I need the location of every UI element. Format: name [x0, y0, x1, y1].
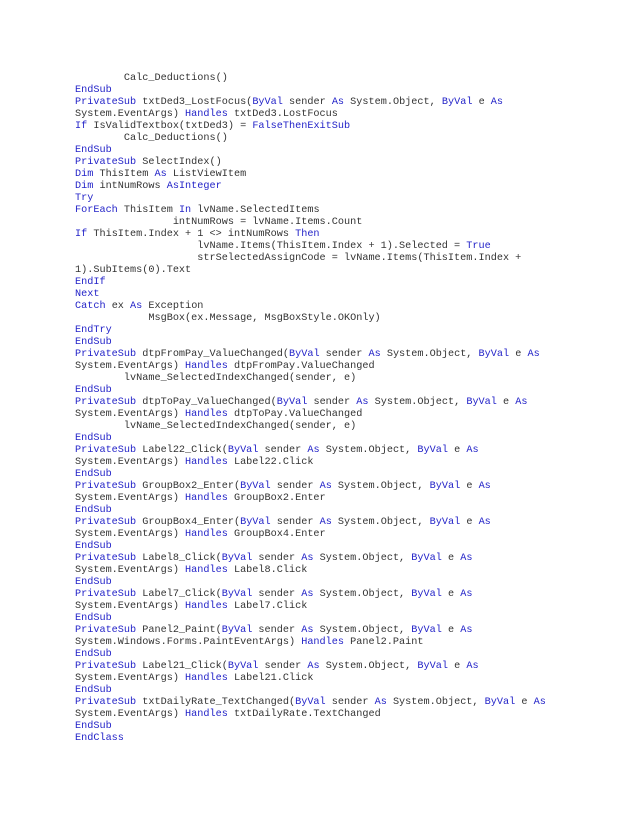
- code-text: sender: [319, 349, 369, 360]
- code-text: Exception: [142, 301, 204, 312]
- code-text: System.Object,: [313, 589, 412, 600]
- code-text: e: [496, 397, 516, 408]
- code-line: [75, 613, 565, 625]
- code-text: MsgBox(ex.Message, MsgBoxStyle.OKOnly): [75, 313, 381, 324]
- code-line: [75, 121, 565, 133]
- code-keyword: As: [331, 97, 345, 108]
- code-keyword: ByVal: [240, 481, 271, 492]
- code-keyword: ByVal: [221, 625, 253, 636]
- code-keyword: As: [466, 445, 479, 456]
- code-keyword: EndSub: [75, 337, 112, 348]
- code-line: [75, 661, 565, 673]
- code-keyword: ByVal: [441, 97, 473, 108]
- code-line: [75, 277, 565, 289]
- code-text: txtDed3_LostFocus(: [136, 97, 253, 108]
- code-line: [75, 349, 565, 361]
- code-text: System.Windows.Forms.PaintEventArgs): [75, 637, 302, 648]
- code-text: System.EventArgs): [75, 565, 186, 576]
- code-text: Label7_Click(: [136, 589, 222, 600]
- code-line: [75, 385, 565, 397]
- code-keyword: EndSub: [75, 649, 112, 660]
- code-keyword: Dim: [75, 169, 94, 180]
- code-line: [75, 97, 565, 109]
- code-keyword: Handles: [185, 493, 228, 504]
- code-line: [75, 109, 565, 121]
- code-keyword: ByVal: [484, 697, 516, 708]
- code-line: [75, 517, 565, 529]
- code-text: System.Object,: [380, 349, 479, 360]
- code-line: [75, 625, 565, 637]
- code-text: GroupBox4.Enter: [227, 529, 326, 540]
- code-keyword: EndSub: [75, 577, 112, 588]
- code-keyword: As: [307, 445, 320, 456]
- code-text: System.EventArgs): [75, 493, 186, 504]
- code-keyword: PrivateSub: [75, 517, 137, 528]
- code-text: e: [472, 97, 491, 108]
- code-text: sender: [258, 445, 308, 456]
- code-keyword: ByVal: [417, 445, 448, 456]
- code-keyword: PrivateSub: [75, 157, 137, 168]
- code-line: [75, 409, 565, 421]
- code-keyword: As: [301, 553, 314, 564]
- code-keyword: EndSub: [75, 541, 112, 552]
- code-line: [75, 421, 565, 433]
- code-line: [75, 241, 565, 253]
- code-line: [75, 577, 565, 589]
- code-text: e: [509, 349, 528, 360]
- code-text: Panel2.Paint: [344, 637, 424, 648]
- code-keyword: ByVal: [295, 697, 326, 708]
- code-keyword: EndSub: [75, 145, 112, 156]
- code-text: System.EventArgs): [75, 109, 186, 120]
- code-line: [75, 145, 565, 157]
- code-text: lvName.SelectedItems: [191, 205, 320, 216]
- code-keyword: As: [527, 349, 540, 360]
- code-line: [75, 337, 565, 349]
- code-text: e: [441, 553, 461, 564]
- code-keyword: Handles: [185, 709, 228, 720]
- code-keyword: As: [301, 589, 314, 600]
- code-text: Label21_Click(: [136, 661, 228, 672]
- code-line: [75, 553, 565, 565]
- code-text: GroupBox2.Enter: [227, 493, 326, 504]
- code-keyword: As: [130, 301, 143, 312]
- code-keyword: Handles: [185, 361, 228, 372]
- code-text: sender: [258, 661, 308, 672]
- code-line: [75, 445, 565, 457]
- code-text: ThisItem: [93, 169, 155, 180]
- code-line: [75, 133, 565, 145]
- code-keyword: PrivateSub: [75, 661, 137, 672]
- code-keyword: ByVal: [252, 97, 283, 108]
- code-keyword: As: [478, 481, 491, 492]
- code-keyword: EndSub: [75, 85, 112, 96]
- code-keyword: As: [319, 517, 332, 528]
- code-text: IsValidTextbox(txtDed3) =: [87, 121, 253, 132]
- code-line: [75, 481, 565, 493]
- code-text: System.EventArgs): [75, 709, 186, 720]
- code-line: [75, 505, 565, 517]
- code-keyword: AsInteger: [166, 181, 222, 192]
- code-text: Label8_Click(: [136, 553, 222, 564]
- code-line: [75, 529, 565, 541]
- code-text: SelectIndex(): [136, 157, 222, 168]
- code-text: Label22_Click(: [136, 445, 228, 456]
- code-text: txtDailyRate.TextChanged: [227, 709, 381, 720]
- code-text: ListViewItem: [166, 169, 247, 180]
- code-keyword: As: [307, 661, 320, 672]
- code-line: [75, 697, 565, 709]
- code-text: e: [447, 445, 467, 456]
- code-line: [75, 433, 565, 445]
- code-keyword: Handles: [301, 637, 344, 648]
- code-keyword: Catch: [75, 301, 106, 312]
- code-keyword: As: [460, 625, 473, 636]
- code-keyword: As: [374, 697, 387, 708]
- code-keyword: PrivateSub: [75, 349, 137, 360]
- code-keyword: PrivateSub: [75, 445, 137, 456]
- code-line: [75, 313, 565, 325]
- code-line: [75, 361, 565, 373]
- code-keyword: PrivateSub: [75, 589, 137, 600]
- code-line: [75, 289, 565, 301]
- code-text: System.Object,: [331, 481, 430, 492]
- code-text: System.Object,: [313, 625, 412, 636]
- code-keyword: As: [490, 97, 504, 108]
- code-keyword: ByVal: [227, 445, 259, 456]
- code-keyword: ByVal: [411, 589, 442, 600]
- code-text: System.EventArgs): [75, 361, 186, 372]
- code-line: [75, 493, 565, 505]
- code-text: sender: [307, 397, 357, 408]
- code-keyword: As: [319, 481, 332, 492]
- code-keyword: As: [301, 625, 314, 636]
- code-keyword: In: [178, 205, 192, 216]
- code-line: [75, 181, 565, 193]
- code-keyword: As: [460, 553, 473, 564]
- code-keyword: PrivateSub: [75, 481, 137, 492]
- code-keyword: Next: [75, 289, 100, 300]
- code-keyword: ForEach: [75, 205, 118, 216]
- code-text: e: [460, 517, 479, 528]
- code-text: ThisItem.Index + 1 <> intNumRows: [87, 229, 296, 240]
- code-keyword: PrivateSub: [75, 397, 137, 408]
- code-line: [75, 253, 565, 265]
- code-line: [75, 721, 565, 733]
- code-text: GroupBox4_Enter(: [136, 517, 241, 528]
- code-line: [75, 733, 565, 745]
- code-line: [75, 373, 565, 385]
- code-text: sender: [282, 97, 332, 108]
- code-keyword: ByVal: [411, 625, 442, 636]
- code-keyword: ByVal: [221, 589, 253, 600]
- code-keyword: ByVal: [411, 553, 442, 564]
- code-keyword: ByVal: [288, 349, 320, 360]
- code-text: GroupBox2_Enter(: [136, 481, 241, 492]
- code-text: lvName_SelectedIndexChanged(sender, e): [75, 421, 357, 432]
- code-keyword: True: [466, 241, 491, 252]
- code-text: System.Object,: [344, 97, 442, 108]
- code-keyword: Handles: [185, 529, 228, 540]
- code-line: [75, 589, 565, 601]
- code-keyword: Handles: [185, 409, 228, 420]
- code-text: System.Object,: [313, 553, 412, 564]
- code-text: System.EventArgs): [75, 601, 186, 612]
- code-keyword: Then: [295, 229, 320, 240]
- code-text: intNumRows = lvName.Items.Count: [75, 217, 363, 228]
- code-text: lvName.Items(ThisItem.Index + 1).Selected =: [75, 241, 467, 252]
- code-keyword: Handles: [185, 673, 228, 684]
- code-line: [75, 265, 565, 277]
- code-text: sender: [252, 553, 302, 564]
- code-keyword: FalseThenExitSub: [252, 121, 351, 132]
- code-text: e: [460, 481, 479, 492]
- code-text: sender: [325, 697, 375, 708]
- code-line: [75, 565, 565, 577]
- code-text: Panel2_Paint(: [136, 625, 222, 636]
- code-text: System.Object,: [386, 697, 485, 708]
- code-listing: [75, 73, 565, 745]
- code-keyword: EndSub: [75, 385, 112, 396]
- code-text: txtDed3.LostFocus: [227, 109, 338, 120]
- code-keyword: EndSub: [75, 469, 112, 480]
- code-keyword: As: [466, 661, 479, 672]
- code-keyword: PrivateSub: [75, 625, 137, 636]
- code-text: e: [515, 697, 534, 708]
- code-text: e: [441, 625, 461, 636]
- code-text: Label8.Click: [227, 565, 308, 576]
- code-keyword: ByVal: [240, 517, 271, 528]
- code-line: [75, 397, 565, 409]
- code-keyword: Handles: [185, 109, 228, 120]
- code-keyword: As: [515, 397, 528, 408]
- code-text: System.EventArgs): [75, 529, 186, 540]
- code-text: e: [441, 589, 461, 600]
- code-text: intNumRows: [93, 181, 167, 192]
- code-keyword: EndIf: [75, 277, 106, 288]
- code-keyword: EndSub: [75, 505, 112, 516]
- code-keyword: As: [356, 397, 369, 408]
- code-text: Label22.Click: [227, 457, 314, 468]
- code-line: [75, 709, 565, 721]
- code-text: System.Object,: [319, 661, 418, 672]
- code-keyword: Dim: [75, 181, 94, 192]
- code-line: [75, 205, 565, 217]
- code-keyword: EndSub: [75, 433, 112, 444]
- code-text: System.Object,: [368, 397, 467, 408]
- code-line: [75, 637, 565, 649]
- code-line: [75, 469, 565, 481]
- code-keyword: ByVal: [466, 397, 497, 408]
- code-line: [75, 229, 565, 241]
- code-text: sender: [252, 625, 302, 636]
- code-text: sender: [252, 589, 302, 600]
- code-keyword: If: [75, 229, 88, 240]
- code-text: dtpToPay_ValueChanged(: [136, 397, 277, 408]
- code-text: System.EventArgs): [75, 409, 186, 420]
- code-line: [75, 685, 565, 697]
- code-keyword: Handles: [185, 601, 228, 612]
- code-keyword: ByVal: [276, 397, 308, 408]
- code-text: ThisItem: [117, 205, 179, 216]
- code-keyword: EndSub: [75, 721, 112, 732]
- code-line: [75, 649, 565, 661]
- code-keyword: ByVal: [227, 661, 259, 672]
- code-text: System.EventArgs): [75, 673, 186, 684]
- code-line: [75, 301, 565, 313]
- code-text: sender: [270, 517, 320, 528]
- code-line: [75, 601, 565, 613]
- code-keyword: ByVal: [429, 481, 461, 492]
- code-text: txtDailyRate_TextChanged(: [136, 697, 296, 708]
- code-keyword: Handles: [185, 457, 228, 468]
- code-keyword: EndTry: [75, 325, 112, 336]
- code-text: System.Object,: [331, 517, 430, 528]
- code-text: dtpToPay.ValueChanged: [227, 409, 363, 420]
- code-text: System.Object,: [319, 445, 418, 456]
- code-line: [75, 541, 565, 553]
- code-text: Calc_Deductions(): [75, 73, 228, 84]
- code-text: sender: [270, 481, 320, 492]
- code-keyword: EndSub: [75, 613, 112, 624]
- code-line: [75, 673, 565, 685]
- code-keyword: PrivateSub: [75, 697, 137, 708]
- code-text: System.EventArgs): [75, 457, 186, 468]
- code-keyword: If: [75, 121, 88, 132]
- code-text: Label7.Click: [227, 601, 308, 612]
- code-text: ex: [105, 301, 131, 312]
- code-line: [75, 457, 565, 469]
- code-line: [75, 85, 565, 97]
- code-keyword: ByVal: [429, 517, 461, 528]
- code-keyword: Try: [75, 193, 94, 204]
- code-keyword: As: [460, 589, 473, 600]
- code-keyword: As: [533, 697, 546, 708]
- code-keyword: ByVal: [478, 349, 510, 360]
- code-keyword: Handles: [185, 565, 228, 576]
- code-keyword: As: [154, 169, 167, 180]
- code-keyword: As: [368, 349, 381, 360]
- code-text: dtpFromPay.ValueChanged: [227, 361, 375, 372]
- code-line: [75, 169, 565, 181]
- code-keyword: ByVal: [221, 553, 253, 564]
- code-line: [75, 193, 565, 205]
- code-line: [75, 73, 565, 85]
- code-keyword: As: [478, 517, 491, 528]
- code-line: [75, 157, 565, 169]
- code-text: e: [447, 661, 467, 672]
- code-line: [75, 325, 565, 337]
- code-text: dtpFromPay_ValueChanged(: [136, 349, 289, 360]
- code-text: lvName_SelectedIndexChanged(sender, e): [75, 373, 357, 384]
- code-keyword: PrivateSub: [75, 97, 137, 108]
- code-keyword: EndSub: [75, 685, 112, 696]
- code-text: strSelectedAssignCode = lvName.Items(ThisItem.Index +: [75, 253, 522, 264]
- code-text: Label21.Click: [227, 673, 314, 684]
- code-keyword: ByVal: [417, 661, 448, 672]
- code-text: Calc_Deductions(): [75, 133, 228, 144]
- code-keyword: PrivateSub: [75, 553, 137, 564]
- code-keyword: EndClass: [75, 733, 124, 744]
- code-line: [75, 217, 565, 229]
- code-text: 1).SubItems(0).Text: [75, 265, 192, 276]
